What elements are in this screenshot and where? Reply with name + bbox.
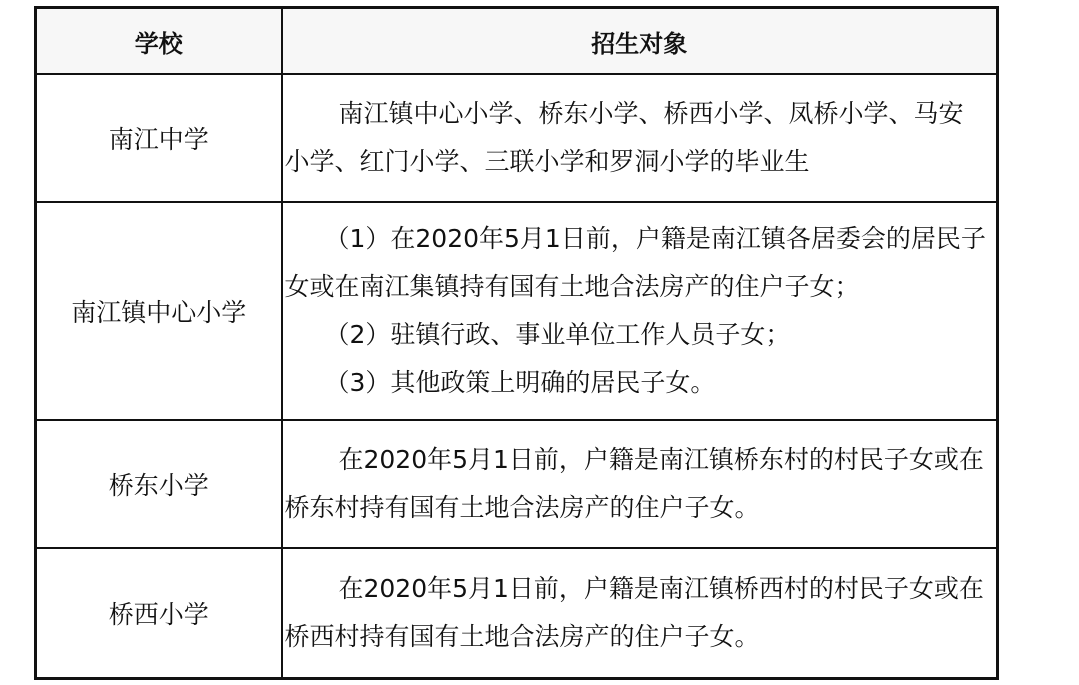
- enrollment-table-wrapper: [34, 6, 996, 680]
- target-paragraph: （1）在2020年5月1日前，户籍是南江镇各居委会的居民子女或在南江集镇持有国有土地合法房产的住户子女；: [284, 224, 986, 301]
- enrollment-target-cell: [282, 74, 998, 202]
- target-paragraph: 在2020年5月1日前，户籍是南江镇桥西村的村民子女或在桥西村持有国有土地合法房产的住户子女。: [284, 573, 984, 651]
- enrollment-table: [34, 6, 999, 680]
- school-name-cell: 南江镇中心小学: [36, 202, 282, 420]
- table-row: [36, 74, 998, 202]
- school-name-cell: 南江中学: [36, 74, 282, 202]
- header-school: 学校: [36, 8, 282, 75]
- enrollment-target-cell: [282, 548, 998, 678]
- table-row: [36, 202, 998, 420]
- table-row: [36, 420, 998, 548]
- school-name-cell: 桥东小学: [36, 420, 282, 548]
- enrollment-target-cell: [282, 202, 998, 420]
- enrollment-target-cell: [282, 420, 998, 548]
- target-paragraph: （3）其他政策上明确的居民子女。: [324, 368, 716, 397]
- table-row: [36, 548, 998, 678]
- target-paragraph: 在2020年5月1日前，户籍是南江镇桥东村的村民子女或在桥东村持有国有土地合法房产的住户子女。: [284, 445, 984, 522]
- table-header-row: [36, 8, 998, 75]
- target-paragraph: （2）驻镇行政、事业单位工作人员子女；: [324, 320, 791, 349]
- header-target: 招生对象: [282, 8, 998, 75]
- target-paragraph: 南江镇中心小学、桥东小学、桥西小学、凤桥小学、马安小学、红门小学、三联小学和罗洞小学的毕业生: [284, 99, 964, 176]
- school-name-cell: 桥西小学: [36, 548, 282, 678]
